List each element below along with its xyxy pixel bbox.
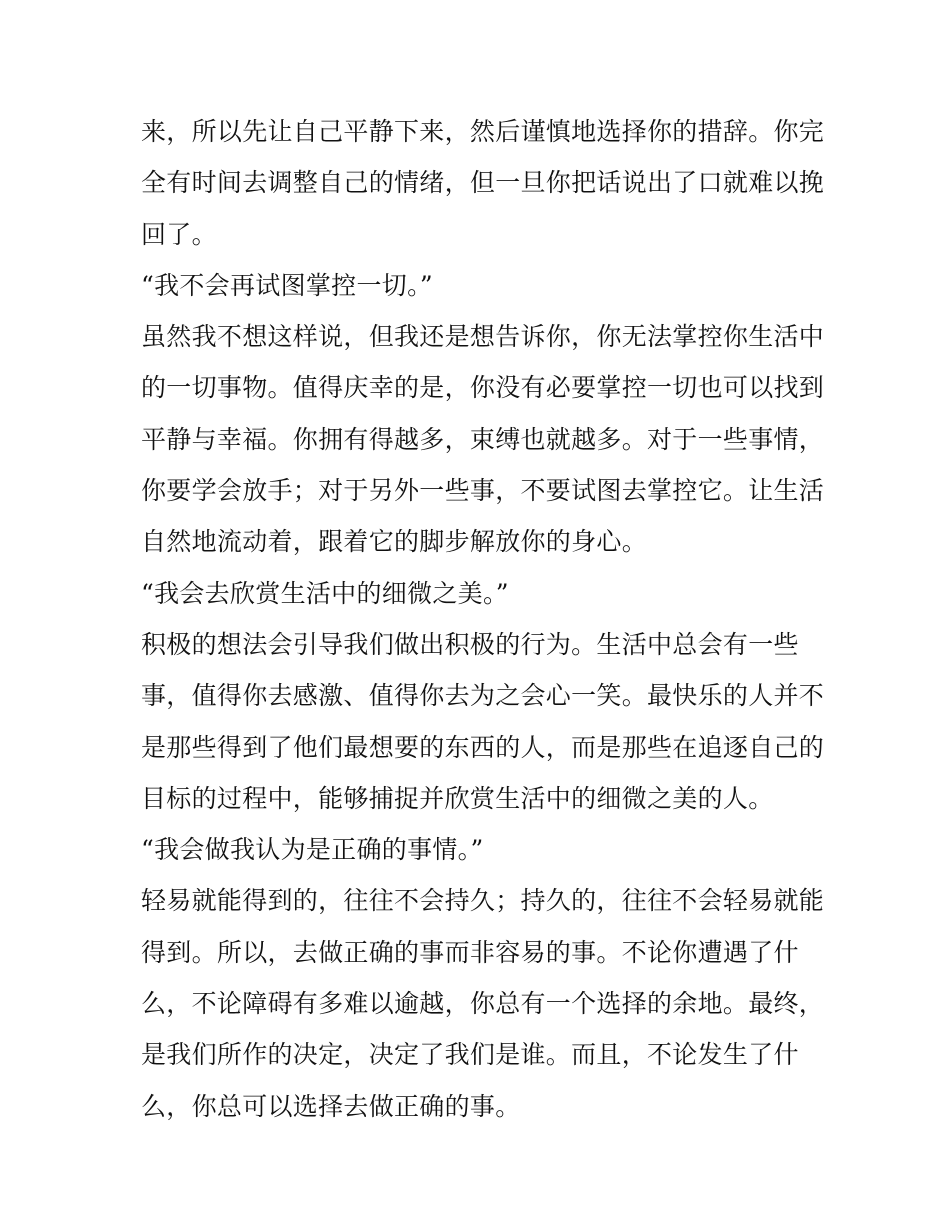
text-line: 目标的过程中，能够捕捉并欣赏生活中的细微之美的人。: [141, 783, 774, 813]
quote-heading: “我不会再试图掌控一切。”: [141, 270, 433, 300]
text-line: 轻易就能得到的，往往不会持久；持久的，往往不会轻易就能: [141, 886, 825, 916]
text-line: 自然地流动着，跟着它的脚步解放你的身心。: [141, 527, 648, 557]
document-body: [141, 106, 825, 1132]
text-line: 虽然我不想这样说，但我还是想告诉你，你无法掌控你生活中: [141, 322, 825, 352]
text-line: 事，值得你去感激、值得你去为之会心一笑。最快乐的人并不: [141, 681, 825, 711]
text-line: 你要学会放手；对于另外一些事，不要试图去掌控它。让生活: [141, 476, 825, 506]
text-line: 来，所以先让自己平静下来，然后谨慎地选择你的措辞。你完: [141, 117, 825, 146]
text-line: 得到。所以，去做正确的事而非容易的事。不论你遭遇了什: [141, 937, 799, 967]
text-line: 积极的想法会引导我们做出积极的行为。生活中总会有一些: [141, 629, 799, 659]
text-line: 么，不论障碍有多难以逾越，你总有一个选择的余地。最终，: [141, 989, 825, 1019]
quote-heading: “我会做我认为是正确的事情。”: [141, 835, 484, 865]
text-line: 么，你总可以选择去做正确的事。: [141, 1091, 521, 1121]
quote-heading: “我会去欣赏生活中的细微之美。”: [141, 578, 509, 608]
text-line: 回了。: [141, 219, 217, 249]
text-line: 全有时间去调整自己的情绪，但一旦你把话说出了口就难以挽: [141, 168, 825, 198]
text-line: 是我们所作的决定，决定了我们是谁。而且，不论发生了什: [141, 1040, 799, 1070]
text-line: 平静与幸福。你拥有得越多，束缚也就越多。对于一些事情，: [141, 424, 825, 454]
text-line: 是那些得到了他们最想要的东西的人，而是那些在追逐自己的: [141, 732, 825, 762]
text-line: 的一切事物。值得庆幸的是，你没有必要掌控一切也可以找到: [141, 373, 825, 403]
